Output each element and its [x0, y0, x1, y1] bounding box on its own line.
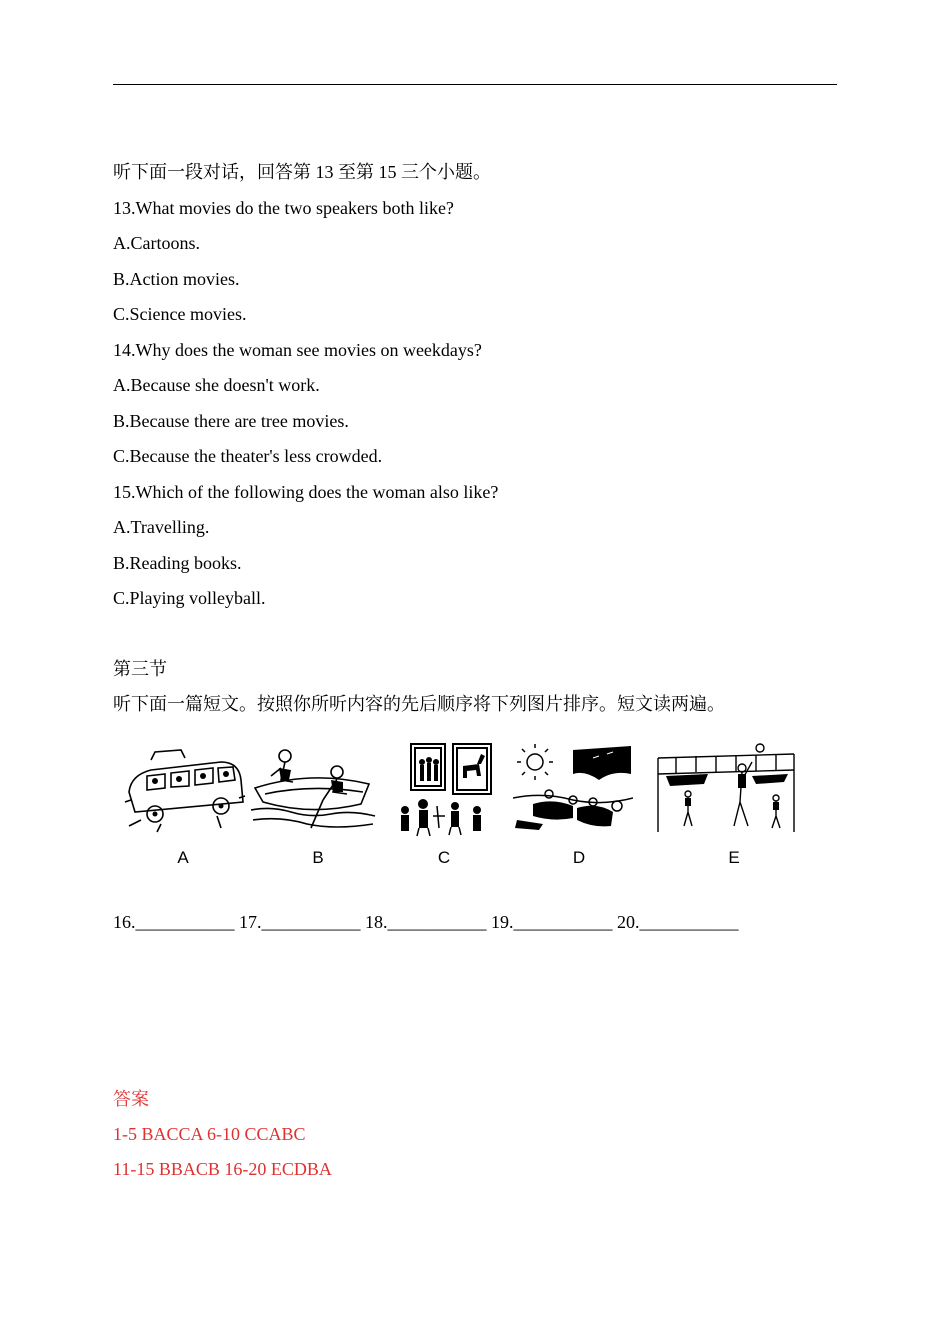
boat-icon	[251, 740, 376, 835]
answer-heading: 答案	[113, 1089, 149, 1109]
option-15-b: B.Reading books.	[113, 553, 242, 573]
picture-label-e: E	[728, 848, 740, 867]
option-13-a: A.Cartoons.	[113, 233, 200, 253]
picture-label-d: D	[572, 848, 586, 867]
beach-picnic-icon	[513, 740, 633, 835]
option-14-a: A.Because she doesn't work.	[113, 375, 320, 395]
answer-line-1: 1-5 BACCA 6-10 CCABC	[113, 1124, 306, 1144]
answer-line-2: 11-15 BBACB 16-20 ECDBA	[113, 1159, 332, 1179]
museum-icon	[393, 740, 498, 838]
option-15-a: A.Travelling.	[113, 517, 210, 537]
option-15-c: C.Playing volleyball.	[113, 588, 266, 608]
picture-row	[113, 740, 813, 870]
section-3-instruction: 听下面一篇短文。按照你所听内容的先后顺序将下列图片排序。短文读两遍。	[113, 694, 725, 714]
section-3-title: 第三节	[113, 659, 167, 679]
listening-intro: 听下面一段对话，回答第 13 至第 15 三个小题。	[113, 162, 491, 182]
top-rule	[113, 84, 837, 85]
picture-label-c: C	[437, 848, 451, 867]
option-13-c: C.Science movies.	[113, 304, 247, 324]
option-13-b: B.Action movies.	[113, 269, 240, 289]
question-14: 14.Why does the woman see movies on weekdays?	[113, 340, 482, 360]
picture-label-b: B	[312, 848, 324, 867]
option-14-b: B.Because there are tree movies.	[113, 411, 349, 431]
answer-blanks: 16.___________ 17.___________ 18.___________ 19.___________ 20.___________	[113, 912, 739, 932]
bus-icon	[121, 740, 246, 835]
question-13: 13.What movies do the two speakers both like?	[113, 198, 454, 218]
option-14-c: C.Because the theater's less crowded.	[113, 446, 383, 466]
picture-label-a: A	[177, 848, 189, 867]
question-15: 15.Which of the following does the woman also like?	[113, 482, 499, 502]
volleyball-icon	[656, 740, 796, 835]
